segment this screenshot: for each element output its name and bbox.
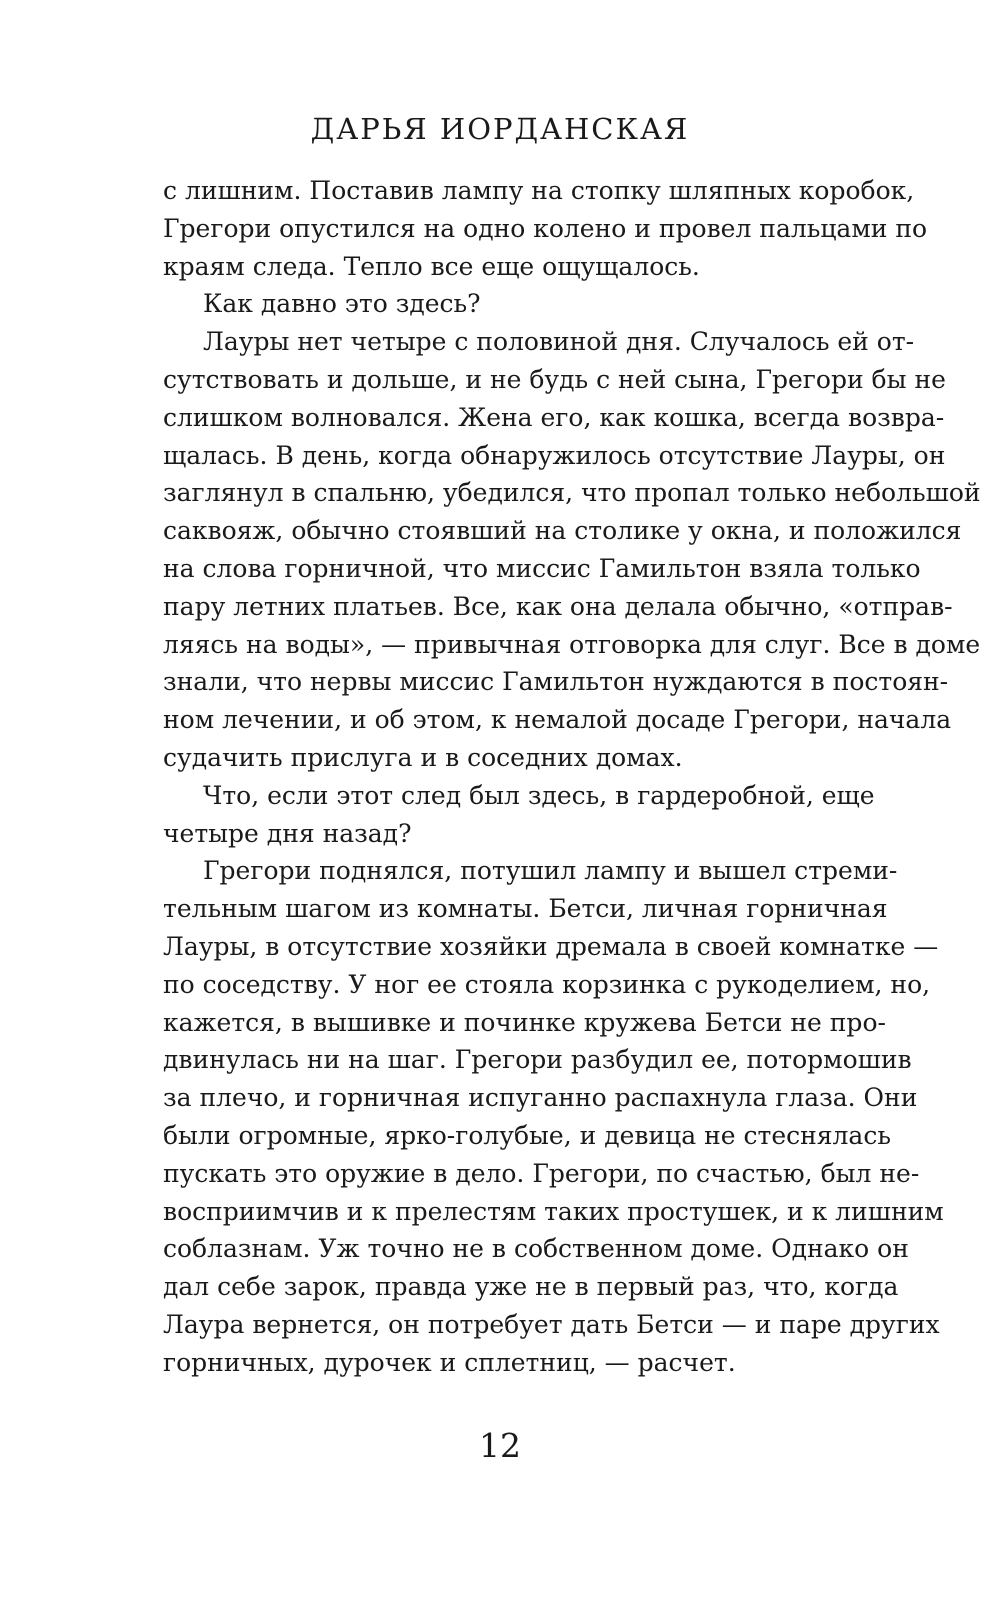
text-line: кажется, в вышивке и починке кружева Бетси не про- [163,1007,886,1037]
text-line: соблазнам. Уж точно не в собственном доме. Однако он [163,1234,909,1264]
text-line: Что, если этот след был здесь, в гардеробной, еще [203,780,875,810]
text-line: Грегори опустился на одно колено и провел пальцами по [163,213,928,243]
text-line: по соседству. У ног ее стояла корзинка с рукоделием, но, [163,969,931,999]
text-line: ном лечении, и об этом, к немалой досаде Грегори, начала [163,705,952,735]
text-line: Как давно это здесь? [203,289,481,319]
text-line: щалась. В день, когда обнаружилось отсутствие Лауры, он [163,440,946,470]
text-line: за плечо, и горничная испуганно распахнула глаза. Они [163,1083,918,1113]
text-line: горничных, дурочек и сплетниц, — расчет. [163,1347,736,1377]
text-line: Лаура вернется, он потребует дать Бетси — и паре других [163,1309,940,1339]
text-line: с лишним. Поставив лампу на стопку шляпных коробок, [163,176,915,205]
text-line: краям следа. Тепло все еще ощущалось. [163,251,700,281]
text-line: двинулась ни на шаг. Грегори разбудил ее, потормошив [163,1045,912,1075]
text-line: дал себе зарок, правда уже не в первый раз, что, когда [163,1272,899,1302]
text-line: пару летних платьев. Все, как она делала обычно, «отправ- [163,591,953,621]
text-line: Лауры нет четыре с половиной дня. Случалось ей от- [203,327,915,357]
text-line: пускать это оружие в дело. Грегори, по счастью, был не- [163,1158,920,1188]
text-line: знали, что нервы миссис Гамильтон нуждаются в постоян- [163,667,949,697]
text-line: четыре дня назад? [163,818,412,848]
text-line: Лауры, в отсутствие хозяйки дремала в своей комнатке — [163,931,939,961]
text-line: сутствовать и дольше, и не будь с ней сына, Грегори бы не [163,364,946,394]
text-line: тельным шагом из комнаты. Бетси, личная горничная [163,894,888,924]
text-line: восприимчив и к прелестям таких простушек, и к лишним [163,1196,944,1226]
page-number: 12 [479,1426,521,1465]
text-line: были огромные, ярко-голубые, и девица не стеснялась [163,1120,891,1150]
body-text [163,172,981,1382]
text-line: саквояж, обычно стоявший на столике у окна, и положился [163,516,962,546]
text-line: судачить прислуга и в соседних домах. [163,742,683,772]
text-line: слишком волновался. Жена его, как кошка, всегда возвра- [163,402,945,432]
running-head: ДАРЬЯ ИОРДАНСКАЯ [310,112,690,146]
text-line: Грегори поднялся, потушил лампу и вышел стреми- [203,856,898,886]
text-line: заглянул в спальню, убедился, что пропал только небольшой [163,478,981,508]
text-line: на слова горничной, что миссис Гамильтон взяла только [163,553,921,583]
text-line: ляясь на воды», — привычная отговорка для слуг. Все в доме [163,629,981,659]
